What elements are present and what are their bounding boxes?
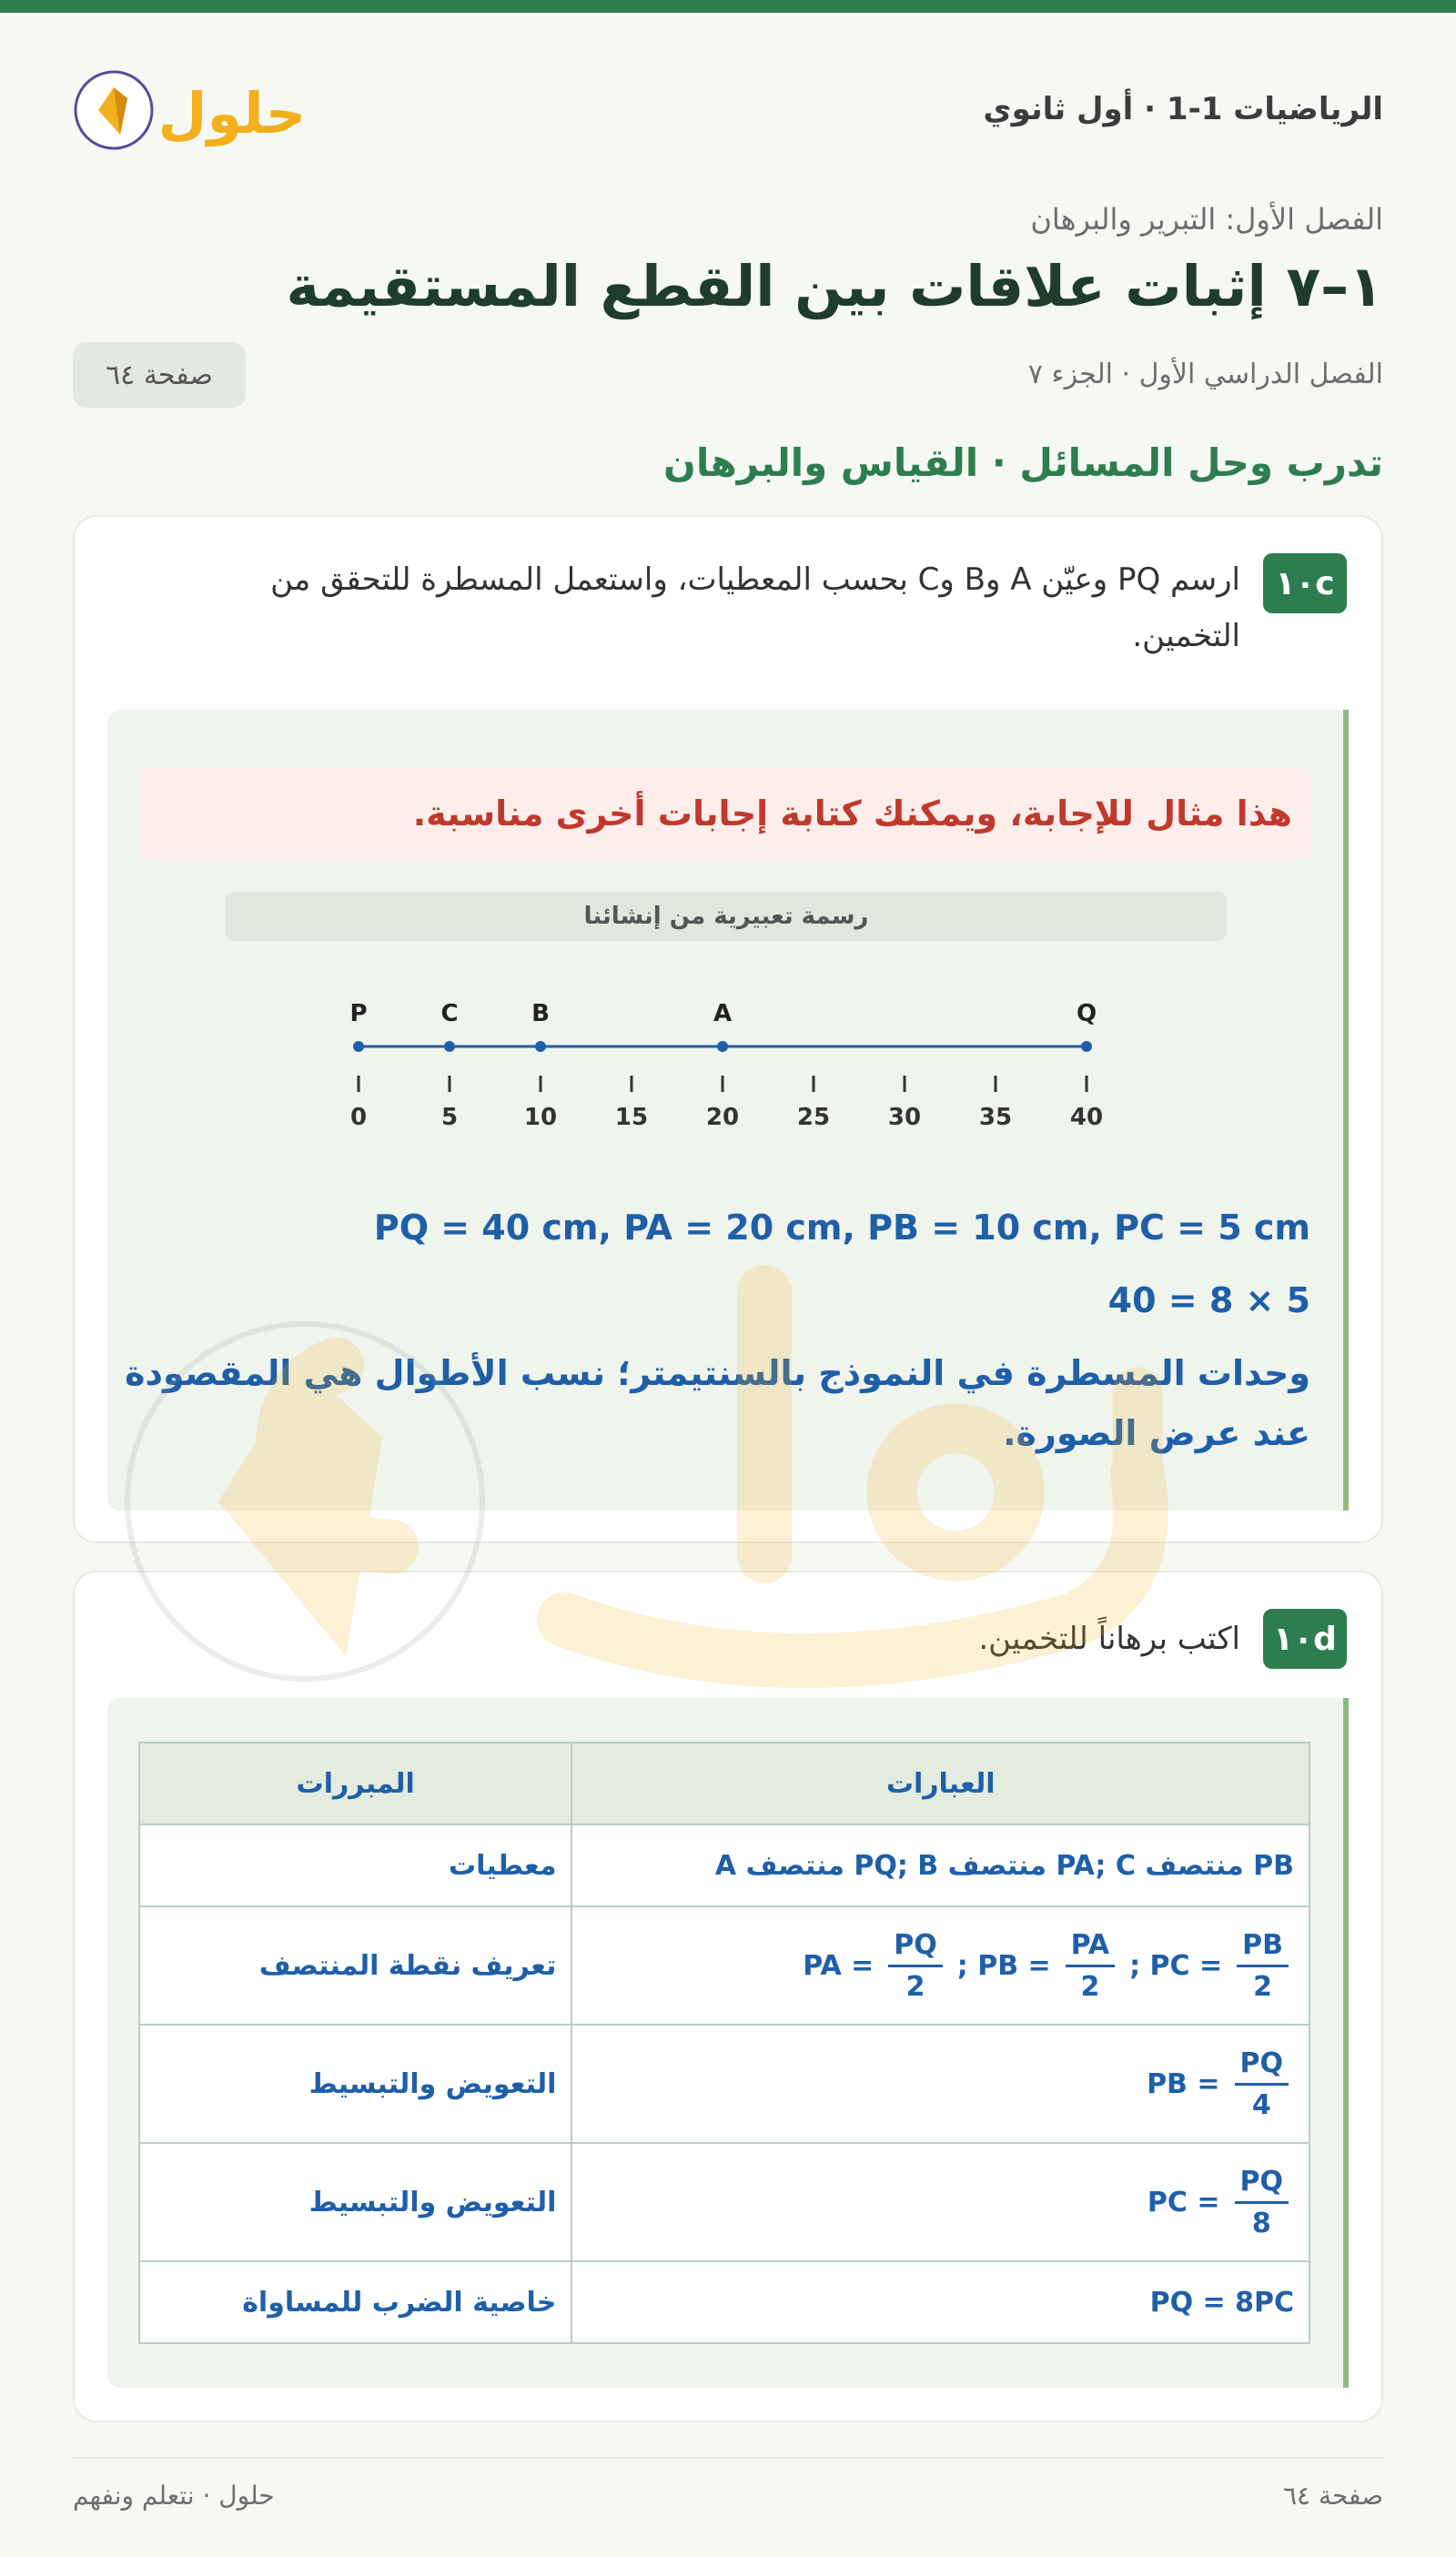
footer-page-number: صفحة ٦٤: [1282, 2481, 1383, 2511]
footer-brand: حلول · نتعلم ونفهم: [73, 2481, 275, 2511]
answer-box: [107, 710, 1349, 1511]
question-badge: ١٠c: [1263, 553, 1347, 613]
table-row: [139, 1824, 1309, 1906]
fraction-numerator: PB: [1237, 1929, 1289, 1967]
section-title: تدرب وحل المسائل · القياس والبرهان: [663, 440, 1383, 485]
reason-cell: التعويض والتبسيط: [139, 2143, 571, 2261]
table-row: [139, 2143, 1309, 2261]
statement-text: [1147, 2047, 1294, 2121]
table-row: [139, 1906, 1309, 2025]
fraction-denominator: 2: [905, 1970, 925, 2003]
table-row: [139, 2261, 1309, 2343]
fraction: [1235, 2166, 1289, 2239]
fraction-denominator: 2: [1253, 1970, 1272, 2003]
reason-cell: تعريف نقطة المنتصف: [139, 1906, 571, 2025]
point-label: B: [531, 1000, 550, 1027]
answer-measurements: PQ = 40 cm, PA = 20 cm, PB = 10 cm, PC = 5 cm: [373, 1208, 1310, 1248]
tick-label: 10: [523, 1104, 558, 1131]
statement-text: PQ = 8PC: [1149, 2286, 1294, 2319]
lesson-title: ١–٧ إثبات علاقات بين القطع المستقيمة: [286, 253, 1383, 319]
answer-explanation-line1: وحدات المسطرة في النموذج بالسنتيمتر؛ نسب الأطوال هي المقصودة: [125, 1353, 1310, 1393]
point-label: Q: [1076, 1000, 1097, 1027]
statement-part: PB =: [1147, 2067, 1220, 2100]
point-B: [535, 1041, 546, 1052]
header-reasons: المبررات: [139, 1743, 571, 1824]
point-A: [717, 1041, 728, 1052]
answer-explanation-line2: عند عرض الصورة.: [1003, 1413, 1310, 1453]
question-text: [270, 551, 1240, 664]
statement-text: [1148, 2166, 1294, 2239]
fraction-denominator: 2: [1080, 1970, 1100, 2003]
fraction: [1235, 2047, 1289, 2121]
diagram-caption: رسمة تعبيرية من إنشائنا: [226, 892, 1227, 941]
statement-text: [803, 1929, 1294, 2003]
tick-label: 35: [978, 1104, 1013, 1131]
tick-label: 0: [349, 1104, 368, 1131]
statement-part: PA =: [803, 1949, 875, 1982]
fraction-numerator: PQ: [888, 1929, 943, 1967]
statement-cell: [571, 2261, 1309, 2343]
reason-cell: معطيات: [139, 1824, 571, 1906]
table-row: [139, 2025, 1309, 2143]
point-P: [353, 1041, 364, 1052]
tick-label: 30: [887, 1104, 922, 1131]
question-text-line1: ارسم PQ وعيّن A وB وC بحسب المعطيات، واستعمل المسطرة للتحقق من: [270, 561, 1240, 598]
statement-text: A منتصف PQ; B منتصف PA; C منتصف PB: [714, 1849, 1294, 1882]
tick-label: 5: [440, 1104, 459, 1131]
fraction-numerator: PQ: [1235, 2047, 1289, 2086]
fraction-denominator: 8: [1251, 2207, 1271, 2239]
question-card-10c: [73, 515, 1383, 1543]
tick-label: 15: [614, 1104, 649, 1131]
fraction-numerator: PA: [1066, 1929, 1115, 1967]
hulul-logo: [73, 60, 346, 160]
header-statements: العبارات: [571, 1743, 1309, 1824]
page-number-pill: صفحة ٦٤: [73, 342, 246, 408]
answer-box: [107, 1698, 1349, 2388]
proof-table: [138, 1742, 1310, 2344]
question-badge: ١٠d: [1263, 1609, 1347, 1669]
point-label: A: [713, 1000, 733, 1027]
reason-cell: خاصية الضرب للمساواة: [139, 2261, 571, 2343]
semester-label: الفصل الدراسي الأول · الجزء ٧: [1027, 359, 1383, 390]
statement-cell: [571, 2025, 1309, 2143]
tick-label: 25: [796, 1104, 831, 1131]
fraction-denominator: 4: [1251, 2088, 1271, 2121]
svg-text:حلول: حلول: [157, 80, 307, 147]
reason-cell: التعويض والتبسيط: [139, 2025, 571, 2143]
footer-divider: [73, 2457, 1383, 2459]
fraction-numerator: PQ: [1235, 2166, 1289, 2204]
series-label: الرياضيات 1-1 · أول ثانوي: [983, 91, 1383, 127]
top-accent-bar: [0, 0, 1456, 13]
fraction: [888, 1929, 943, 2003]
sample-answer-note: هذا مثال للإجابة، ويمكنك كتابة إجابات أخرى مناسبة.: [140, 768, 1310, 859]
page-header: [73, 60, 1383, 160]
statement-cell: [571, 1824, 1309, 1906]
statement-part: ; PB =: [956, 1949, 1051, 1982]
question-text: اكتب برهاناً للتخمين.: [978, 1621, 1240, 1657]
point-label: P: [349, 1000, 368, 1027]
question-card-10d: [73, 1571, 1383, 2422]
tick-label: 40: [1069, 1104, 1104, 1131]
point-C: [444, 1041, 455, 1052]
fraction: [1237, 1929, 1289, 2003]
question-text-line2: التخمين.: [1132, 618, 1240, 654]
statement-part: PC =: [1147, 2186, 1220, 2218]
fraction: [1066, 1929, 1115, 2003]
number-line-diagram: [326, 992, 1145, 1147]
point-Q: [1081, 1041, 1092, 1052]
answer-ratio: 40 = 8 × 5: [1107, 1280, 1310, 1320]
statement-cell: [571, 2143, 1309, 2261]
table-header-row: [139, 1743, 1309, 1824]
statement-part: ; PC =: [1129, 1949, 1223, 1982]
statement-cell: [571, 1906, 1309, 2025]
chapter-label: الفصل الأول: التبرير والبرهان: [1030, 202, 1383, 237]
point-label: C: [440, 1000, 459, 1027]
tick-label: 20: [705, 1104, 740, 1131]
